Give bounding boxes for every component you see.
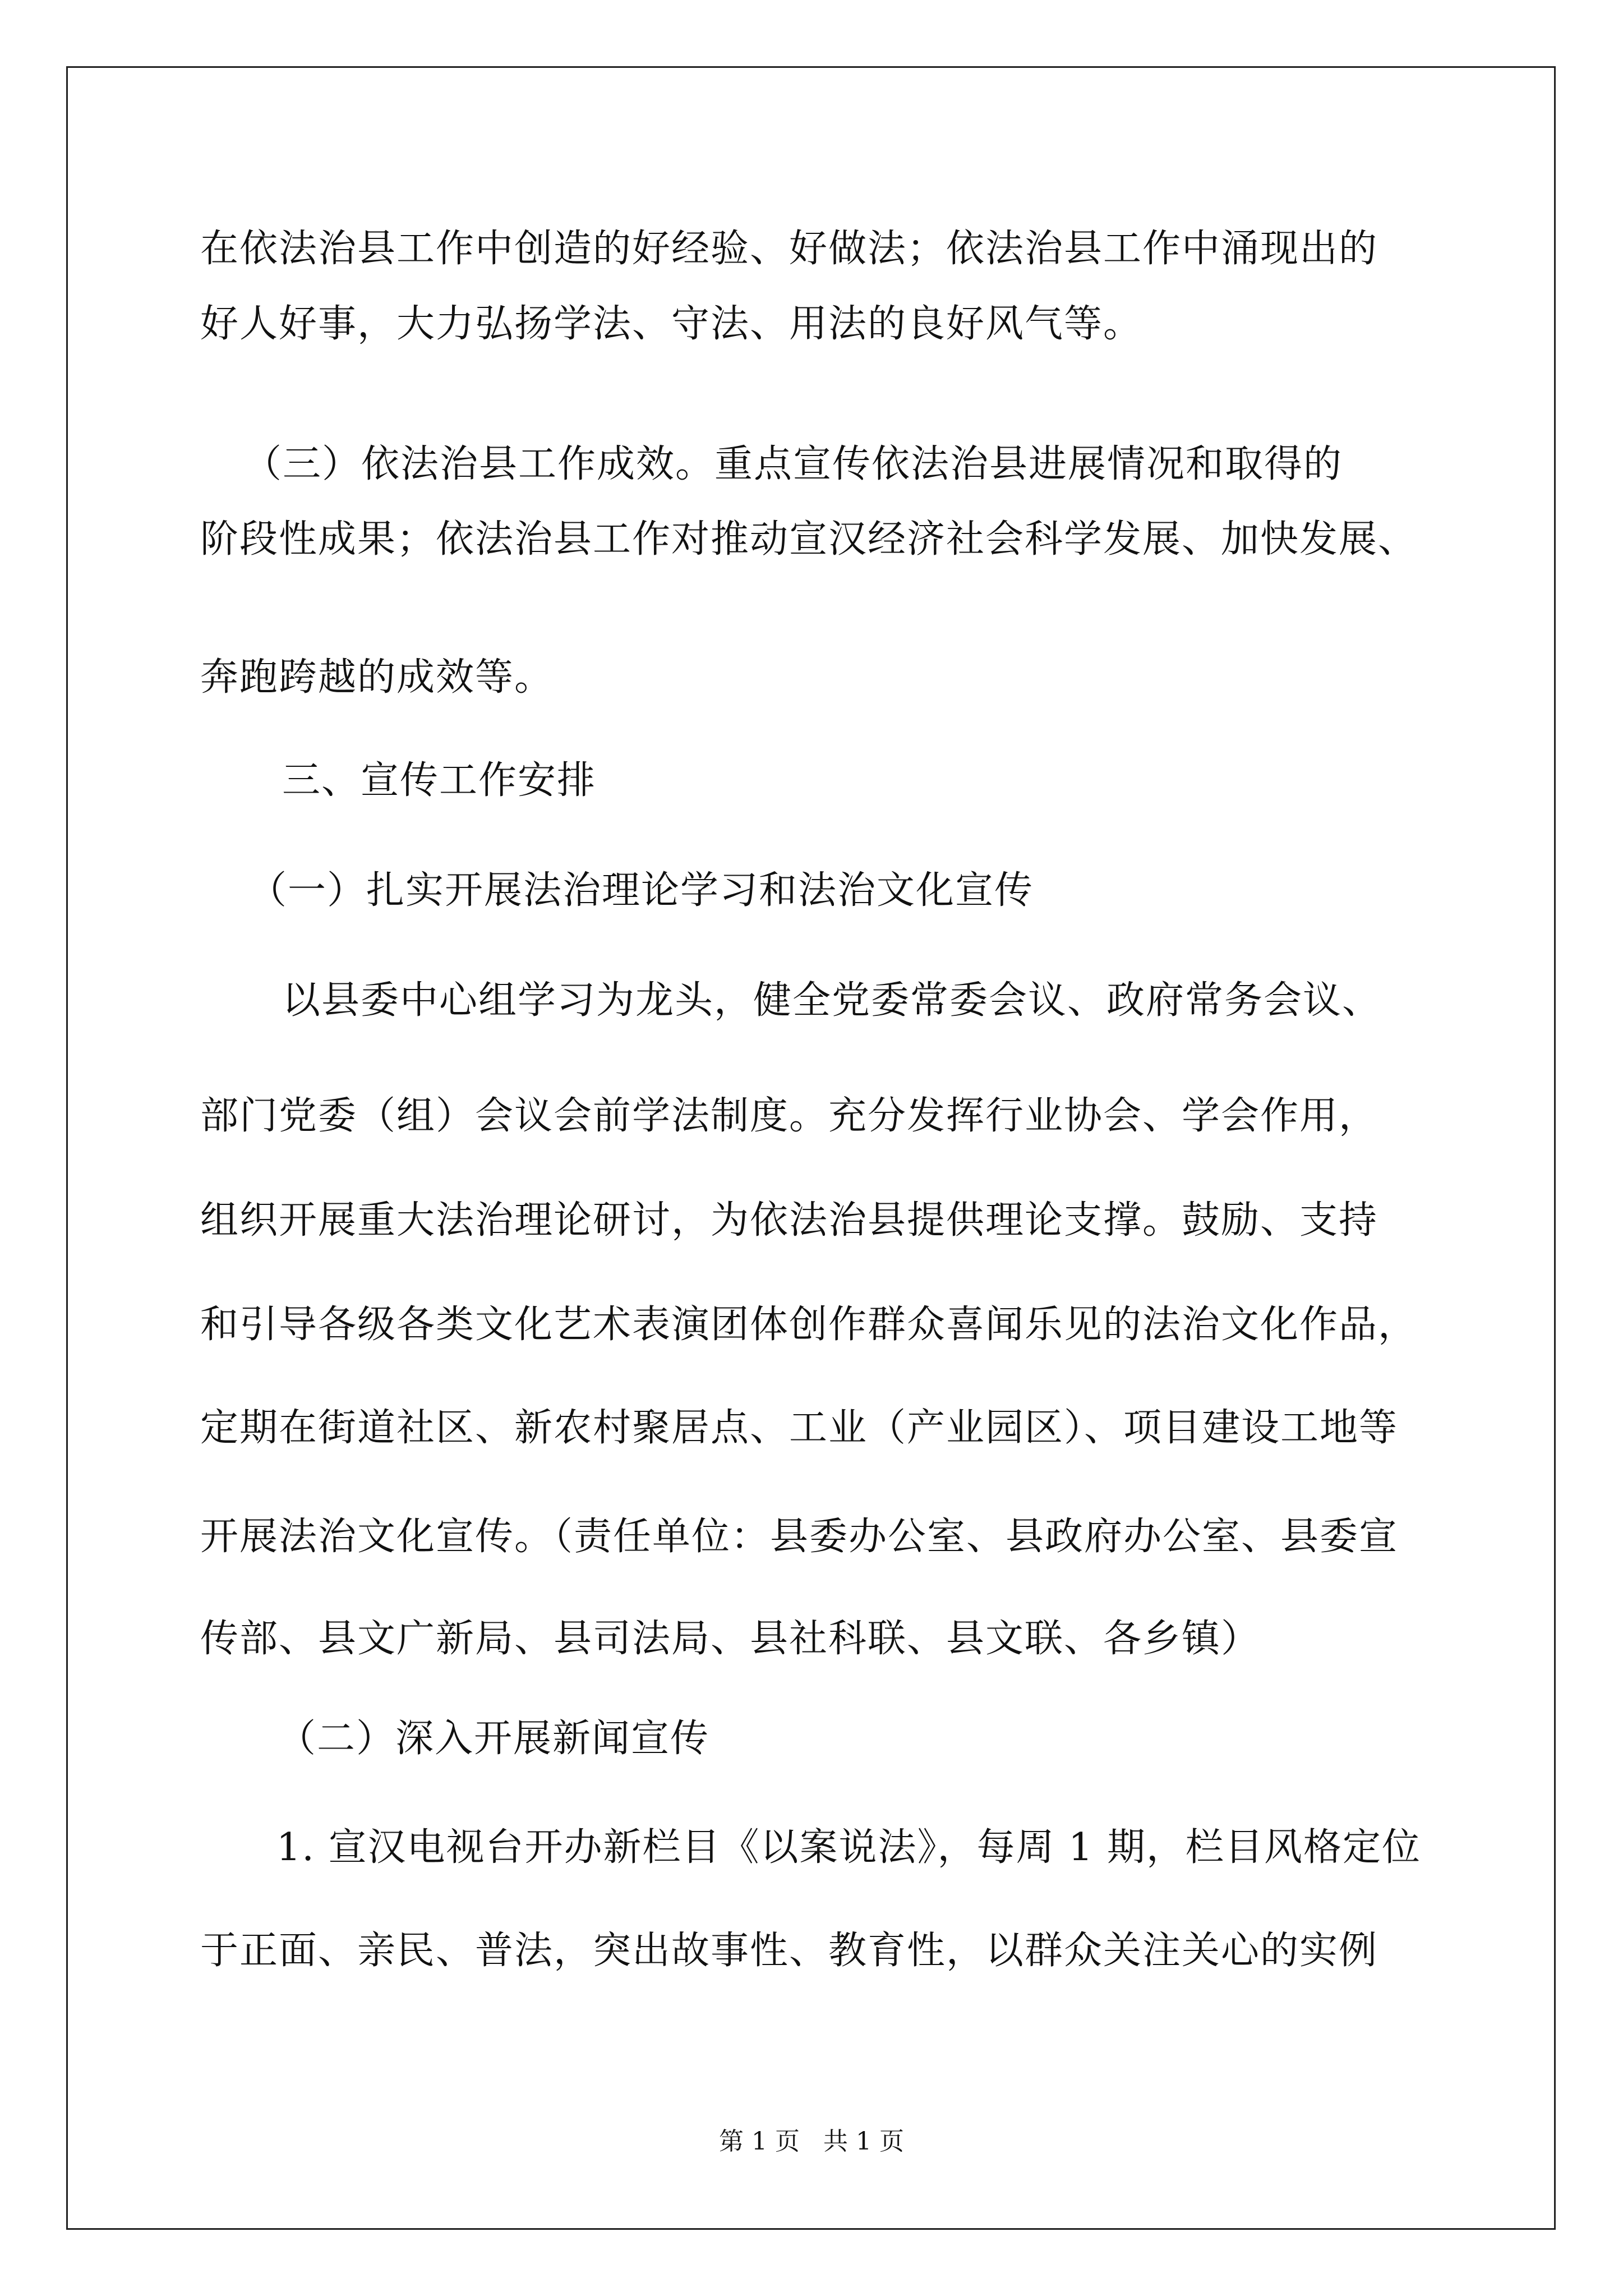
body-line-9: 和引导各级各类文化艺术表演团体创作群众喜闻乐见的法治文化作品， — [200, 1303, 1418, 1347]
body-line-7: 部门党委（组）会议会前学法制度。充分发挥行业协会、学会作用， — [200, 1094, 1378, 1138]
page-border — [66, 66, 1556, 2230]
body-line-13: 1. 宣汉电视台开办新栏目《以案说法》，每周 1 期，栏目风格定位 — [276, 1825, 1421, 1870]
body-line-10: 定期在街道社区、新农村聚居点、工业（产业园区）、项目建设工地等 — [200, 1406, 1399, 1450]
section-heading: 三、宣传工作安排 — [282, 758, 597, 803]
subsection-heading-1: （一）扎实开展法治理论学习和法治文化宣传 — [248, 868, 1034, 913]
body-line-3: （三）依法治县工作成效。重点宣传依法治县进展情况和取得的 — [243, 442, 1343, 486]
body-line-14: 于正面、亲民、普法，突出故事性、教育性，以群众关注关心的实例 — [200, 1929, 1378, 1973]
body-line-8: 组织开展重大法治理论研讨，为依法治县提供理论支撑。鼓励、支持 — [200, 1198, 1378, 1243]
body-line-5: 奔跑跨越的成效等。 — [200, 655, 554, 700]
subsection-heading-2: （二）深入开展新闻宣传 — [278, 1717, 710, 1761]
body-line-6: 以县委中心组学习为龙头，健全党委常委会议、政府常务会议、 — [282, 978, 1382, 1023]
body-line-2: 好人好事，大力弘扬学法、守法、用法的良好风气等。 — [200, 302, 1143, 346]
body-line-12: 传部、县文广新局、县司法局、县社科联、县文联、各乡镇） — [200, 1617, 1261, 1661]
page-footer: 第 1 页 共 1 页 — [719, 2127, 904, 2156]
body-line-11: 开展法治文化宣传。（责任单位：县委办公室、县政府办公室、县委宣 — [200, 1515, 1399, 1559]
body-line-1: 在依法治县工作中创造的好经验、好做法；依法治县工作中涌现出的 — [200, 227, 1378, 271]
body-line-4: 阶段性成果；依法治县工作对推动宣汉经济社会科学发展、加快发展、 — [200, 517, 1418, 562]
